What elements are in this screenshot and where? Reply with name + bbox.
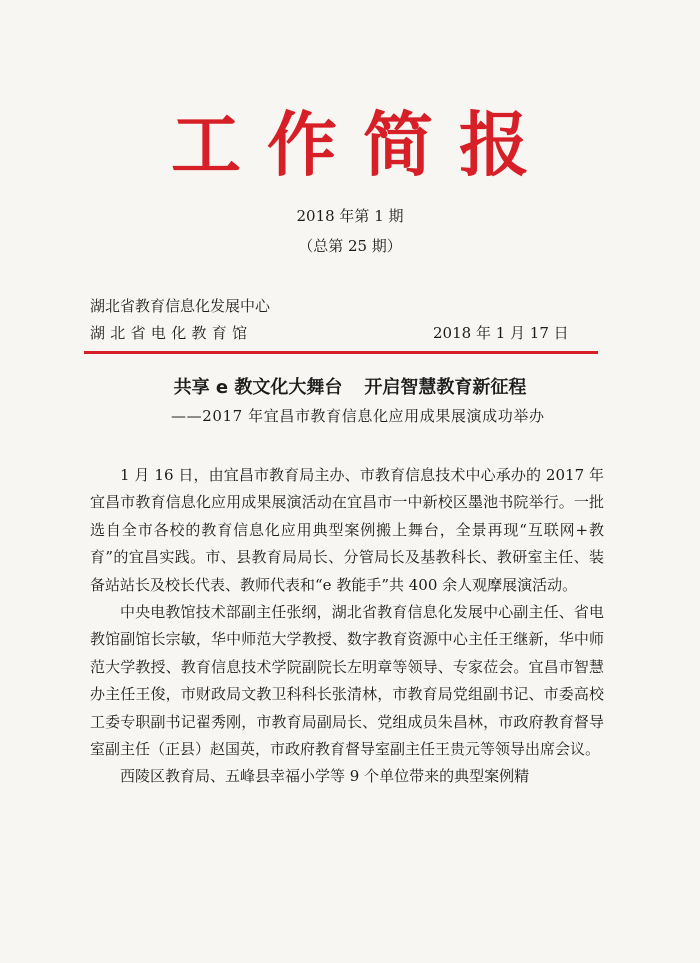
body-paragraph: 西陵区教育局、五峰县幸福小学等 9 个单位带来的典型案例精 (120, 767, 530, 786)
red-divider (84, 351, 598, 354)
headline-part-1: 共享 e 教文化大舞台 (173, 377, 343, 398)
article-subheadline: ——2017 年宜昌市教育信息化应用成果展演成功举办 (171, 407, 545, 425)
body-paragraph: 中央电教馆技术部副主任张纲，湖北省教育信息化发展中心副主任、省电教馆副馆长宗敏，华中师范大学教授、数字教育资源中心主任王继新，华中师范大学教授、教育信息技术学院副院长左明章等领导、专家莅会。宜昌市智慧办主任王俊，市财政局文教卫科科长张清林，市教育局党组副书记、市委高校工委专职副书记翟秀刚，市教育局副局长、党组成员朱昌林，市政府教育督导室副主任（正县）赵国英，市政府教育督导室副主任王贵元等领导出席会议。 (90, 603, 604, 759)
issuer-org-1: 湖北省教育信息化发展中心 (90, 297, 271, 315)
issue-number: 2018 年第 1 期 (296, 207, 404, 225)
article-body (90, 462, 604, 791)
total-issue-number: （总第 25 期） (298, 237, 402, 255)
headline-part-2: 开启智慧教育新征程 (364, 377, 527, 398)
masthead-title: 工作简报 (171, 103, 555, 186)
issuer-org-2: 湖北省电化教育馆 (90, 324, 253, 342)
body-paragraph: 1 月 16 日，由宜昌市教育局主办、市教育信息技术中心承办的 2017 年宜昌市教育信息化应用成果展演活动在宜昌市一中新校区墨池书院举行。一批选自全市各校的教育信息化应用典型案例搬上舞台，全景再现“互联网+教育”的宜昌实践。市、县教育局局长、分管局长及基教科长、教研室主任、装备站站长及校长代表、教师代表和“e 教能手”共 400 余人观摩展演活动。 (90, 466, 604, 594)
issue-date: 2018 年 1 月 17 日 (433, 324, 569, 342)
article-headline (0, 379, 700, 397)
